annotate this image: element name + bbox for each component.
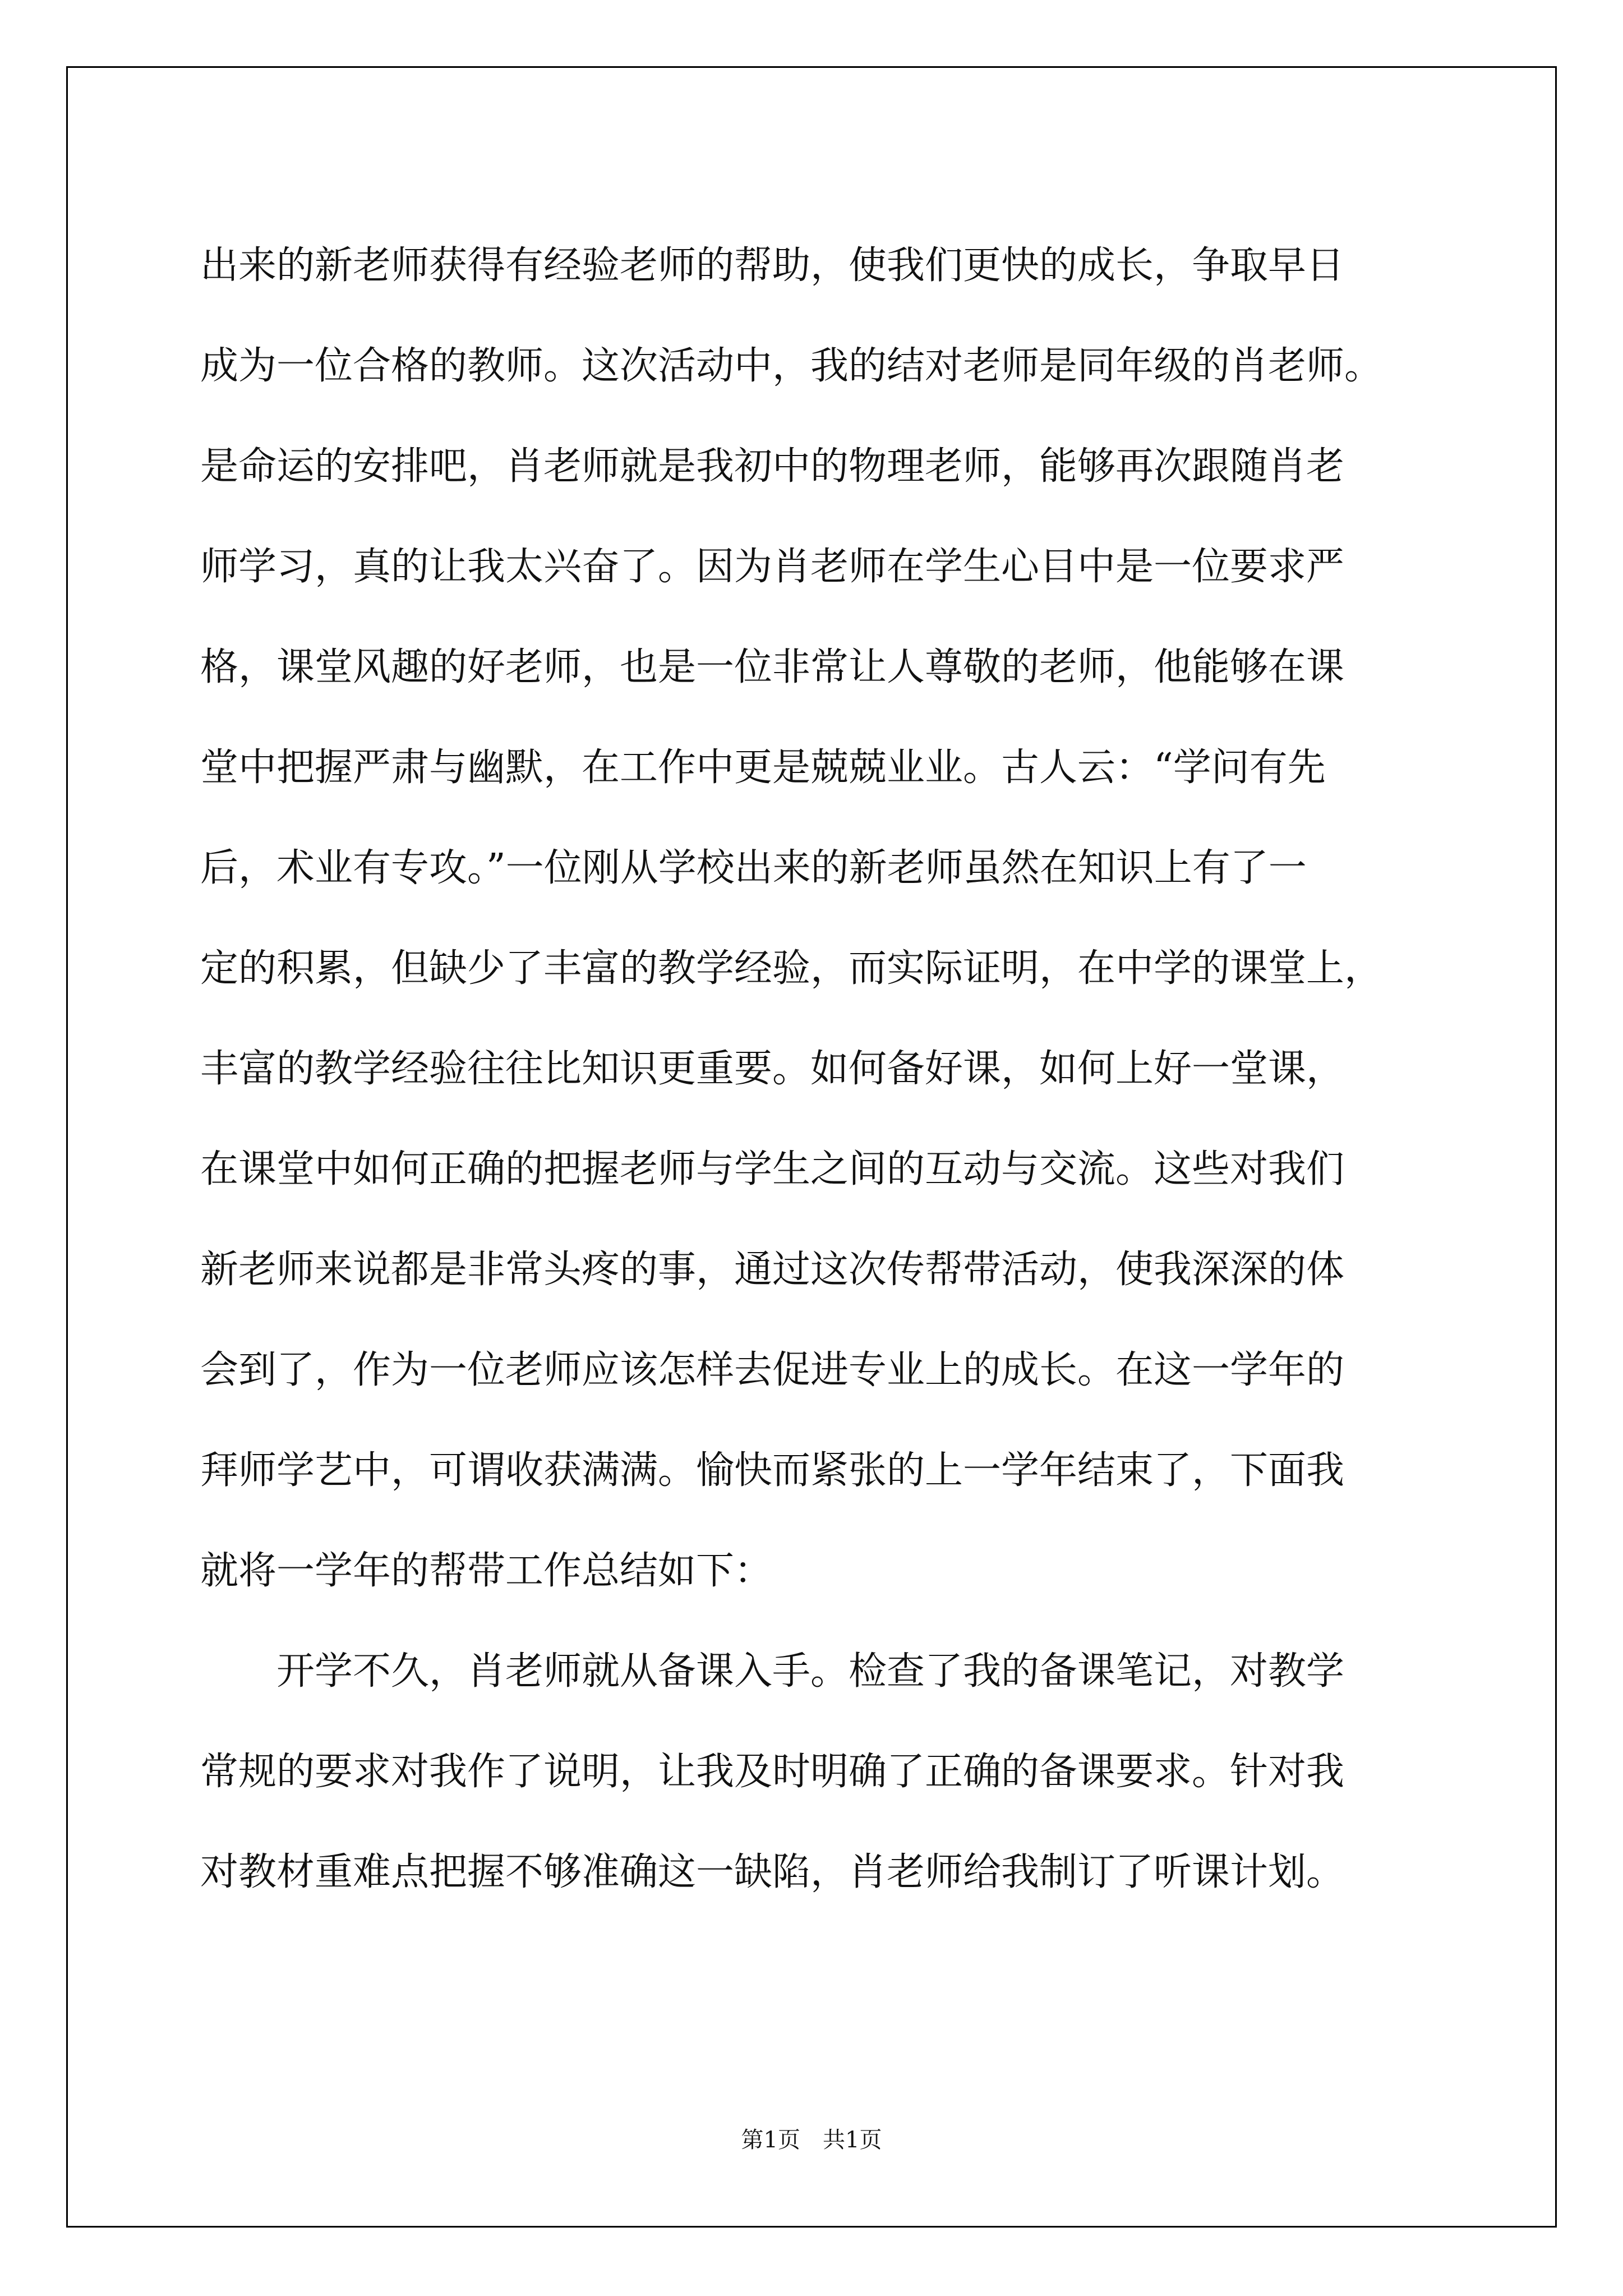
text-line-13: 拜师学艺中，可谓收获满满。愉快而紧张的上一学年结束了，下面我 [200,1448,1345,1493]
page-number: 第1页 [741,2127,800,2153]
text-line-10: 在课堂中如何正确的把握老师与学生之间的互动与交流。这些对我们 [200,1147,1345,1191]
text-line-11: 新老师来说都是非常头疼的事，通过这次传帮带活动，使我深深的体 [200,1248,1345,1292]
text-line-14: 就将一学年的帮带工作总结如下： [200,1549,773,1593]
page-total: 共1页 [823,2127,882,2153]
text-line-1: 出来的新老师获得有经验老师的帮助，使我们更快的成长，争取早日 [200,243,1345,288]
text-line-4: 师学习，真的让我太兴奋了。因为肖老师在学生心目中是一位要求严 [200,545,1345,589]
text-line-8: 定的积累，但缺少了丰富的教学经验，而实际证明，在中学的课堂上， [200,946,1383,991]
document-body [200,215,1423,1922]
text-line-15: 开学不久，肖老师就从备课入手。检查了我的备课笔记，对教学 [276,1649,1345,1694]
text-line-6: 堂中把握严肃与幽默，在工作中更是兢兢业业。古人云：“学问有先 [200,746,1326,790]
text-line-16: 常规的要求对我作了说明，让我及时明确了正确的备课要求。针对我 [200,1750,1345,1794]
text-line-3: 是命运的安排吧，肖老师就是我初中的物理老师，能够再次跟随肖老 [200,444,1345,489]
text-line-12: 会到了，作为一位老师应该怎样去促进专业上的成长。在这一学年的 [200,1348,1345,1392]
text-line-2: 成为一位合格的教师。这次活动中，我的结对老师是同年级的肖老师。 [200,344,1383,388]
page-footer [0,2123,1623,2157]
text-line-7: 后，术业有专攻。”一位刚从学校出来的新老师虽然在知识上有了一 [200,846,1307,890]
text-line-17: 对教材重难点把握不够准确这一缺陷，肖老师给我制订了听课计划。 [200,1850,1345,1894]
text-line-5: 格，课堂风趣的好老师，也是一位非常让人尊敬的老师，他能够在课 [200,645,1345,689]
text-line-9: 丰富的教学经验往往比知识更重要。如何备好课，如何上好一堂课， [200,1047,1345,1091]
